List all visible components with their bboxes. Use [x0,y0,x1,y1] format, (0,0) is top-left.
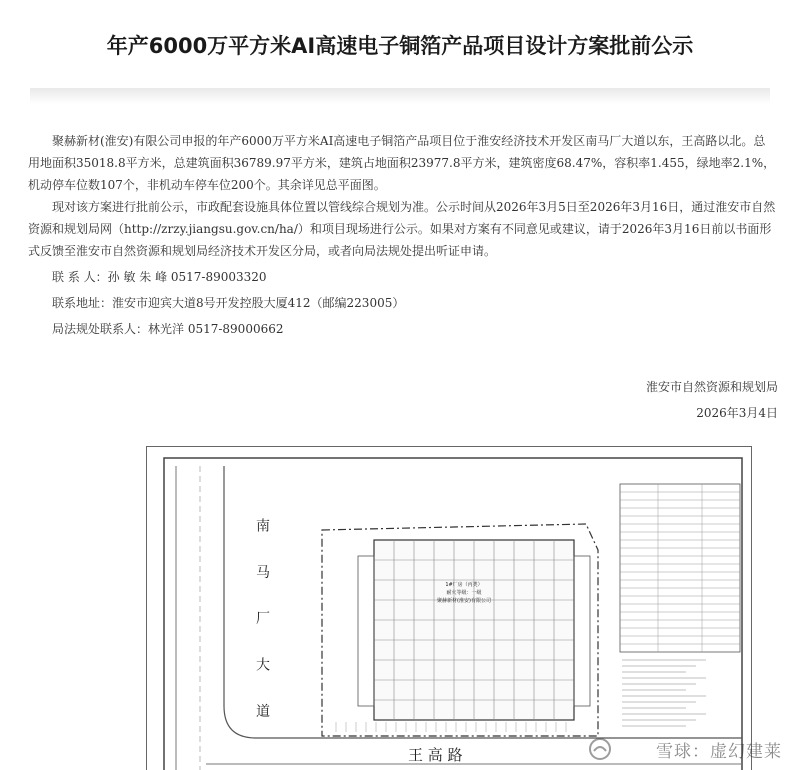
signature-date: 2026年3月4日 [696,406,778,420]
building-label: 1#厂房（丙类） [445,582,483,588]
factory-building [358,540,590,720]
contact-person: 联 系 人：孙 敏 朱 峰 0517-89003320 [52,270,267,284]
paragraph-2: 现对该方案进行批前公示，市政配套设施具体位置以管线综合规划为准。公示时间从2026年3月5日至2026年3月16日，通过淮安市自然资源和规划局网（http://zrzy.jiangsu.gov.cn/ha/）和项目现场进行公示。如果对方案有不同意见或建议，请于2026年3月16日前以书面形式反馈至淮安市自然资源和规划局经济技术开发区分局，或者向局法规处提出听证申请。 [28,200,776,258]
contact-address: 联系地址：淮安市迎宾大道8号开发控股大厦412（邮编223005） [52,296,405,310]
watermark: 雪球：虚幻建莱 [656,742,782,762]
snowball-logo-icon [588,737,612,761]
legend-table [620,484,740,652]
building-sub2: 聚赫新材(淮安)有限公司 [437,598,491,604]
paragraph-1: 聚赫新材(淮安)有限公司申报的年产6000万平方米AI高速电子铜箔产品项目位于淮安经济技术开发区南马厂大道以东，王高路以北。总用地面积35018.8平方米，总建筑面积36789.97平方米，建筑占地面积23977.8平方米，建筑密度68.47%，容积率1.455，绿地率2.1%，机动停车位数107个，非机动车停车位200个。其余详见总平面图。 [28,134,776,192]
legal-contact: 局法规处联系人：林光洋 0517-89000662 [52,322,284,336]
page-title: 年产6000万平方米AI高速电子铜箔产品项目设计方案批前公示 [106,34,694,58]
site-plan-drawing [146,446,752,770]
road-label-south: 王 高 路 [408,746,463,764]
site-plan-image [146,446,752,770]
road-label-west: 南 马 厂 大 道 [254,518,270,732]
signature-org: 淮安市自然资源和规划局 [645,380,778,394]
notice-body [28,130,776,340]
building-sub1: 耐火等级：一级 [446,590,482,596]
title-divider [30,88,770,104]
